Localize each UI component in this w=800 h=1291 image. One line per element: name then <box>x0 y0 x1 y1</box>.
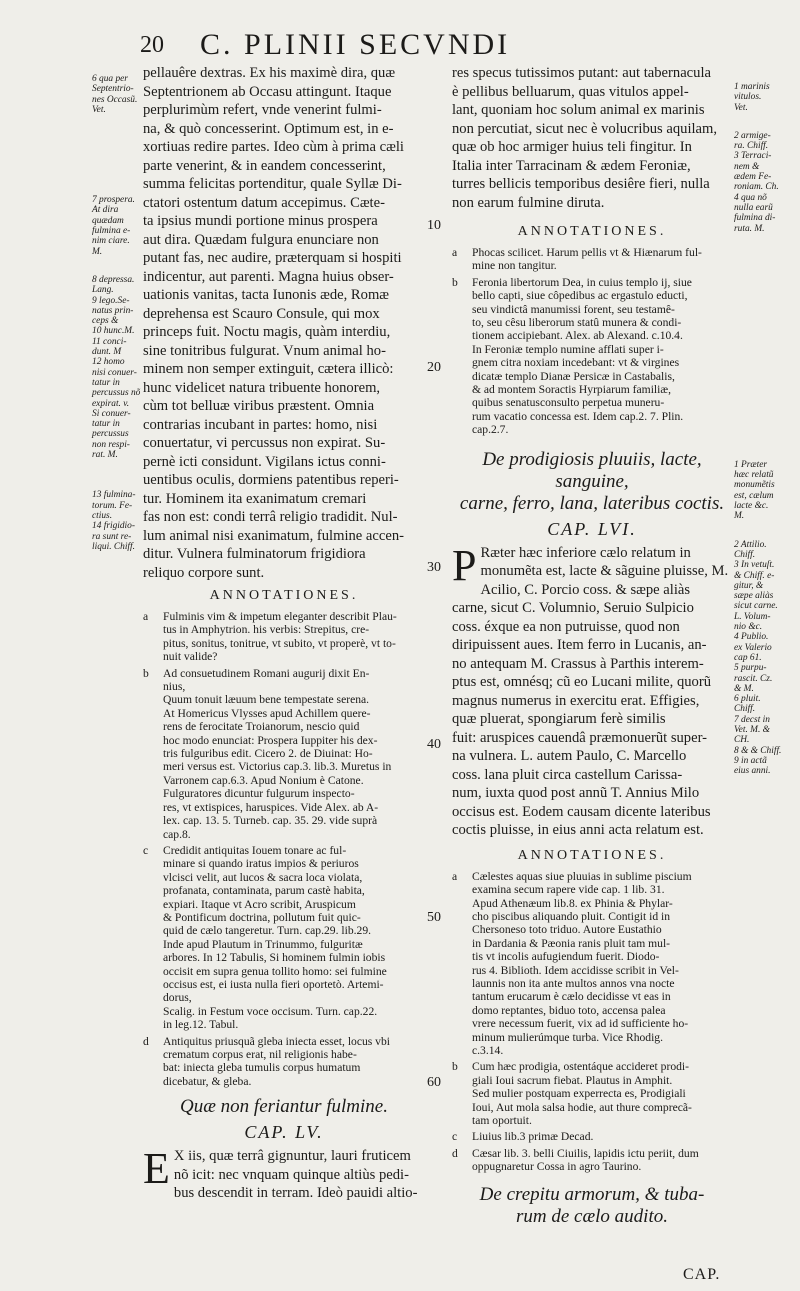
annotation-item <box>452 276 732 437</box>
text-line: res specus tutissimos putant: aut tabernacula <box>452 65 711 81</box>
margin-note: 1 Præter hæc relatũ monumẽtis est, cælum lacte &c. M. <box>734 459 775 522</box>
text-line: putant fas, nec audire, præterquam si hospiti <box>143 250 402 266</box>
text-line: perplurimùm refert, vnde venerint fulmi- <box>143 102 382 118</box>
text-line: aut dira. Quædam fulgura enunciare non <box>143 231 379 248</box>
text-line: deprehensa est Scauro Consule, qui mox <box>143 305 380 322</box>
text-line: turres bellicis temporibus desiêre fieri, nulla <box>452 176 710 192</box>
annotations-title: ANNOTATIONES. <box>517 224 667 239</box>
right-column <box>452 64 732 1228</box>
text-line: num, iuxta quod post annũ T. Annius Milo <box>452 785 700 802</box>
annotations-title: ANNOTATIONES. <box>209 588 359 603</box>
text-line: fuit: aruspices cauendâ præmonuerũt super- <box>452 729 708 746</box>
annotation-item <box>143 844 425 1032</box>
text-line: princeps fuit. Noctu magis, quàm interdiu, <box>143 324 391 340</box>
annotation-letter: a <box>143 610 149 623</box>
annotations-title: ANNOTATIONES. <box>517 847 667 863</box>
text-line: xortiuas redire partes. Ideo cùm à prima cæli <box>143 139 404 155</box>
text-line: ta ipsius mundi portione minus prospera <box>143 213 378 229</box>
text-line: cùm tot belluæ viribus præstent. Omnia <box>143 398 375 414</box>
text-line: magnus numerus in exercitu erat. Effigies, <box>452 692 700 709</box>
text-line: lant, quoniam hoc solum animal ex marinis <box>452 102 705 118</box>
annotation-text: Phocas scilicet. Harum pellis vt & Hiænarum ful- mine non tangitur. <box>472 246 702 273</box>
text-line: coss. éxque ea non putruisse, quod non <box>452 618 680 635</box>
margin-note: 2 armige- ra. Chiff. 3 Terraci- nem & ædem Fe- roniam. Ch. 4 qua nõ nulla earũ fulmina di- ruta. M. <box>734 130 779 234</box>
annotation-letter: b <box>452 1060 458 1074</box>
annotation-text: Feronia libertorum Dea, in cuius templo ij, siue bello capti, siue côpedibus ac ergastulo educti, seu vindictâ manumissi forent, seu testamê- to, seu cêsu liberorum statû munera & condi- tionem accipiebant. Alex. ab Alexand. c.10.4. In Feroniæ templo numine afflati super i- gnem citra noxiam incedebant: vt & virgines dicatæ templo Dianæ Persicæ in Castabalis, & ad montem Soractis Hyrpiarum familiæ, quibus senatusconsulto perpetua muneru- rum vacatio concessa est. Idem cap.2. 7. Plin. cap.2.7. <box>472 275 692 437</box>
annotation-item <box>452 246 732 273</box>
text-line: uentibus oculis, dormiens patentibus reperi- <box>143 472 399 488</box>
line-number: 10 <box>427 218 441 233</box>
annotation-text: Fulminis vim & impetum eleganter describit Plau- tus in Amphytrion. his verbis: Strepitus, cre- pitus, sonitus, tonitrue, vt subito, vt properè, vt to- nuit valide? <box>163 610 397 664</box>
left-margin-notes <box>92 74 144 570</box>
text-line: Septentrionem ab Occasu attingunt. Itaque <box>143 83 392 100</box>
left-annotations <box>143 610 425 1088</box>
annotation-item <box>143 667 425 841</box>
right-annotations-2 <box>452 870 732 1174</box>
annotation-letter: a <box>452 246 458 259</box>
text-line: coctis pluisse, in eius anni acta relatum est. <box>452 822 704 839</box>
catchword: CAP. <box>683 1266 721 1283</box>
line-number: 30 <box>427 560 441 575</box>
text-line: summa felicitas portenditur, quale Syllæ Di- <box>143 176 402 192</box>
text-line: hunc videlicet natura tribuente honorem, <box>143 379 381 396</box>
margin-note: 13 fulmina- torum. Fe- ctius. 14 frigidio- ra sunt re- liqui. Chiff. <box>92 490 136 552</box>
text-line: coss. lana pluit circa castellum Carissa- <box>452 766 683 783</box>
chapter-text <box>143 1144 425 1203</box>
chapter-heading: Quæ non feriantur fulmine. <box>180 1096 388 1118</box>
annotation-letter: b <box>452 275 458 289</box>
text-line: minem non semper extinguit, cætera illicò: <box>143 361 394 377</box>
running-title: C. PLINII SECVNDI <box>200 28 511 61</box>
margin-note: 2 Attilio. Chiff. 3 In vetuſt. & Chiff. e- gitur, & sæpe aliàs sicut carne. L. Volum- nio &c. 4 Publio. ex Valerio cap 61. 5 purpu- rascit. Cz. & M. 6 pluit. Chiff. 7 decst in Vet. M. & CH. 8 & & Chiff. 9 in actã eius anni. <box>734 539 782 777</box>
annotation-item <box>143 610 425 664</box>
left-column <box>143 64 425 1203</box>
right-annotations <box>452 246 732 437</box>
text-line: Acilio, C. Porcio coss. & sæpe aliàs <box>480 581 691 598</box>
annotation-item <box>143 1035 425 1089</box>
annotation-item <box>452 1147 732 1174</box>
text-line: non earum fulmine diruta. <box>452 194 605 211</box>
text-line: non percutiat, sicut nec è volucribus aquilam, <box>452 120 718 137</box>
text-line: nõ icit: nec vnquam quinque altiùs pedi- <box>173 1166 409 1183</box>
text-line: quæ ob hoc armiger huius teli fingitur. In <box>452 139 692 155</box>
margin-note: 6 qua per Septentrio- nes Occasũ. Vet. <box>92 74 138 115</box>
text-line: reliquo corpore sunt. <box>143 564 265 581</box>
text-line: indicentur, aut parenti. Magna huius obser- <box>143 268 394 285</box>
annotation-letter: d <box>143 1034 149 1048</box>
text-line: fas non est: condi terrâ religio tradidit. Nul- <box>143 509 398 525</box>
text-line: diripuissent aues. Item ferro in Lucanis, an- <box>452 637 707 654</box>
text-line: ctatori ostentum datum accepimus. Cæte- <box>143 194 385 211</box>
annotation-letter: d <box>452 1146 458 1160</box>
text-line: bus descendit in terram. Ideò pauidi altio- <box>173 1185 418 1202</box>
annotation-letter: c <box>452 1130 458 1144</box>
text-line: na vulnera. L. autem Paulo, C. Marcello <box>452 748 687 765</box>
page-number: 20 <box>140 32 164 58</box>
text-line: pellauêre dextras. Ex his maximè dira, quæ <box>143 65 396 81</box>
text-line: ditur. Vulnera fulminatorum frigidiora <box>143 546 366 562</box>
text-line: X iis, quæ terrâ gignuntur, lauri fruticem <box>173 1148 411 1165</box>
drop-cap: P <box>452 540 477 590</box>
annotation-text: Cum hæc prodigia, ostentáque accideret prodi- giali Ioui sacrum fiebat. Plautus in Amphit. Sed mulier postquam experrecta es, Prodigiali Ioui, Aut mola salsa hodie, aut thure comprecã- tam oportuit. <box>472 1060 692 1127</box>
right-body-text <box>452 64 732 212</box>
text-line: na, & quò concesserint. Optimum est, in e- <box>143 120 394 137</box>
line-number: 40 <box>427 737 441 752</box>
chapter-heading: De crepitu armorum, & tuba- rum de cælo audito. <box>479 1183 705 1227</box>
line-number: 60 <box>427 1075 441 1090</box>
chapter-heading: De prodigiosis pluuiis, lacte, sanguine, carne, ferro, lana, lateribus coctis. <box>459 448 725 514</box>
margin-note: 8 depressa. Lang. 9 lego.Se- natus prin- ceps & 10 hunc.M. 11 conci- dunt. M 12 homo nisi conuer- tatur in percussus nõ expirat. v. Si conuer- tatur in percussus non respi- rat. M. <box>92 274 141 461</box>
annotation-item <box>452 1060 732 1127</box>
text-line: tur. Hominem ita exanimatum cremari <box>143 490 367 507</box>
annotation-item <box>452 870 732 1058</box>
text-line: carne, sicut C. Volumnio, Seruio Sulpicio <box>452 600 694 617</box>
text-line: monumẽta est, lacte & sãguine pluisse, M. <box>480 563 729 580</box>
text-line: lum animal nisi exanimatum, fulmine accen- <box>143 527 404 544</box>
line-number: 50 <box>427 910 441 925</box>
text-line: sine tonitribus fulgurat. Vnum animal ho- <box>143 342 386 359</box>
margin-note: 1 marinis vitulos. Vet. <box>734 82 770 113</box>
text-line: è pellibus belluarum, quas vitulos appel- <box>452 83 689 100</box>
annotation-item <box>452 1130 732 1143</box>
chapter-number: CAP. LVI. <box>547 518 637 539</box>
text-line: contrarias incubant in partes: homo, nisi <box>143 416 378 433</box>
right-margin-notes <box>734 82 796 794</box>
annotation-text: Cælestes aquas siue pluuias in sublime piscium examina secum rapere vide cap. 1 lib. 31. Apud Athenæum lib.8. ex Phinia & Phylar- cho piscibus aliquando pluit. Contigit id in Chersoneso toto triduo. Autore Eustathio in Dardania & Pæonia ranis pluit tam mul- tis vt incolis aufugiendum fuerit. Diodo- rus 4. Biblioth. Idem accidisse scribit in Vel- launnis non ita ante multos annos vna nocte tantum erucarum è cælo decidisse vt eas in domo reptantes, biduo toto, accensa palea vrere necessum fuerit, vix ad id sufficiente ho- minum mulierúmque turba. Vice Rhodig. c.3.14. <box>472 869 692 1057</box>
margin-note: 7 prospera. At dira quædam fulmina e- nim ciare. M. <box>92 195 135 257</box>
text-line: ptus est, omnésq; cũ eo Lucani milite, quorũ <box>452 674 711 691</box>
annotation-text: Liuius lib.3 primæ Decad. <box>472 1130 594 1144</box>
line-number: 20 <box>427 360 441 375</box>
annotation-text: Cæsar lib. 3. belli Ciuilis, lapidis ictu periit, dum oppugnaretur Cossa in agro Taurino. <box>472 1146 699 1174</box>
annotation-text: Antiquitus priusquã gleba iniecta esset, locus vbi crematum corpus erat, nil religionis habe- bat: iniecta gleba tumulis corpus humatum dicebatur, & gleba. <box>163 1034 391 1088</box>
text-line: parte venerint, & in eandem concesserint, <box>143 157 386 174</box>
text-line: occisus est. Eodem causam dicente lateribus <box>452 803 711 820</box>
text-line: uationis vanitas, tacta Iunonis æde, Romæ <box>143 287 390 303</box>
annotation-letter: c <box>143 843 149 857</box>
chapter-text <box>452 540 732 840</box>
text-line: Ræter hæc inferiore cælo relatum in <box>480 544 691 561</box>
page-header <box>140 28 660 68</box>
text-line: conuertatur, vi percussus non expirat. Su- <box>143 435 386 451</box>
annotation-letter: b <box>143 666 149 680</box>
annotation-text: Ad consuetudinem Romani augurij dixit En- nius, Quum tonuit læuum bene tempestate serena. At Homericus Vlysses apud Achillem quere- rens de ferocitate Troianorum, nescio quid hoc modo enunciat: Prospera Iuppiter his dex- tris fulguribus edit. Cicero 2. de Diuinat: Ho- meri versus est. Victorius cap.3. lib.3. Muretus in Varronem cap.6.3. Apud Nonium è Catone. Fulguratores dicuntur fulgurum inspecto- res, vt extispices, haruspices. Vide Alex. ab A- lex. cap. 13. 5. Turneb. cap. 35. 29. vide suprà cap.8. <box>163 666 392 841</box>
text-line: pernè icti considunt. Vigilans ictus conni- <box>143 453 386 470</box>
drop-cap: E <box>143 1144 170 1194</box>
text-line: quæ pluerat, spongiarum ferè similis <box>452 711 666 728</box>
chapter-number: CAP. LV. <box>244 1122 324 1143</box>
text-line: no antequam M. Crassus à Parthis interem- <box>452 655 704 672</box>
annotation-letter: a <box>452 869 458 883</box>
text-line: Italia inter Tarracinam & ædem Feroniæ, <box>452 157 691 174</box>
annotation-text: Credidit antiquitas Iouem tonare ac ful- minare si quando iratus impios & periuros vlcisci velit, aut lucos & sacra loca violata, profanata, contaminata, parum castè habita, expiari. Itaque vt Acro scribit, Aruspicum & Pontificum doctrina, pollutum fuit quic- quid de cælo tangeretur. Turn. cap.29. lib.29. Inde apud Plautum in Trinummo, fulguritæ arbores. In 12 Tabulis, Si hominem fulmin iobis occisit em supra genua tollito homo: sei fulmine occisus est, ei iusta nulla fieri oportetò. Artemi- dorus, Scalig. in Festum voce occisum. Turn. cap.22. in leg.12. Tabul. <box>163 843 387 1032</box>
left-body-text <box>143 64 425 582</box>
